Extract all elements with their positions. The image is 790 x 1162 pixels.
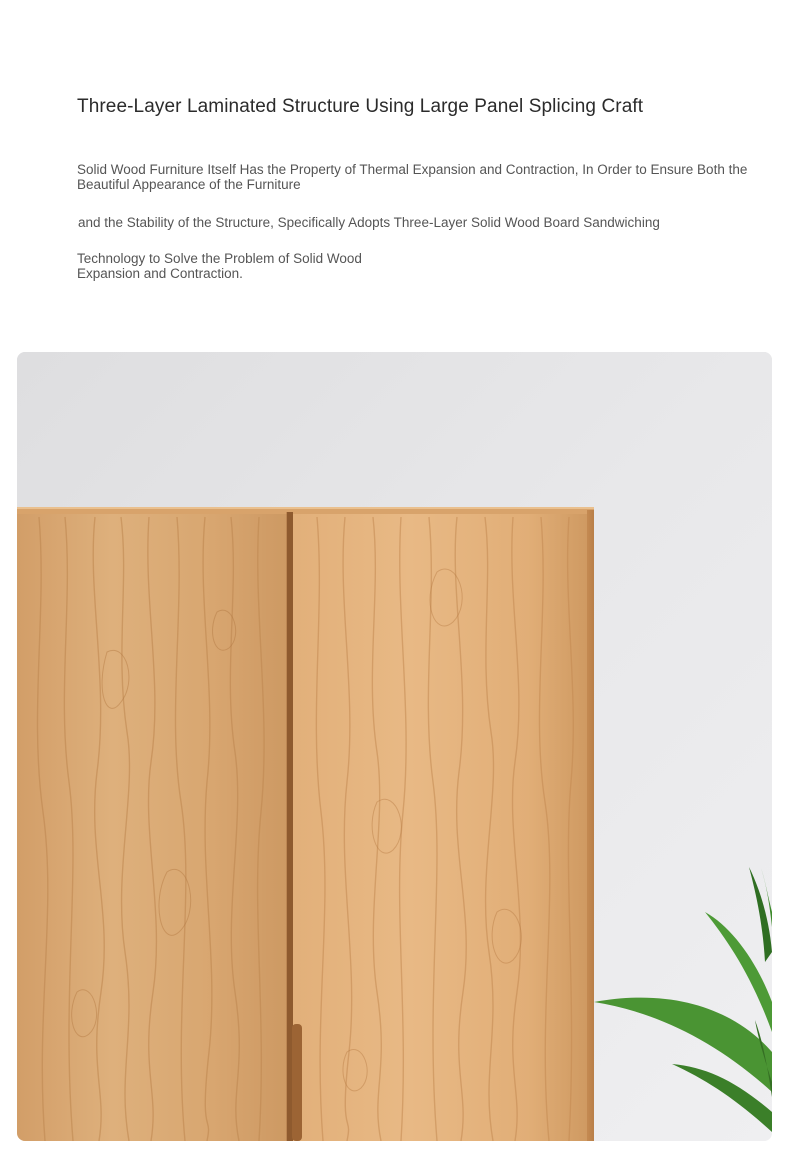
cabinet-photo bbox=[17, 352, 772, 1141]
description-paragraph-2: and the Stability of the Structure, Specifically Adopts Three-Layer Solid Wood Board Sandwiching bbox=[78, 215, 660, 230]
cabinet-illustration bbox=[17, 352, 772, 1141]
cabinet-side-edge bbox=[587, 510, 594, 1141]
door-handle-recess bbox=[292, 1024, 302, 1141]
description-paragraph-1: Solid Wood Furniture Itself Has the Property of Thermal Expansion and Contraction, In Order to Ensure Both the Beautiful Appearance of the Furniture bbox=[77, 162, 748, 192]
description-paragraph-3: Technology to Solve the Problem of Solid Wood Expansion and Contraction. bbox=[77, 251, 362, 281]
section-heading: Three-Layer Laminated Structure Using Large Panel Splicing Craft bbox=[77, 96, 644, 117]
